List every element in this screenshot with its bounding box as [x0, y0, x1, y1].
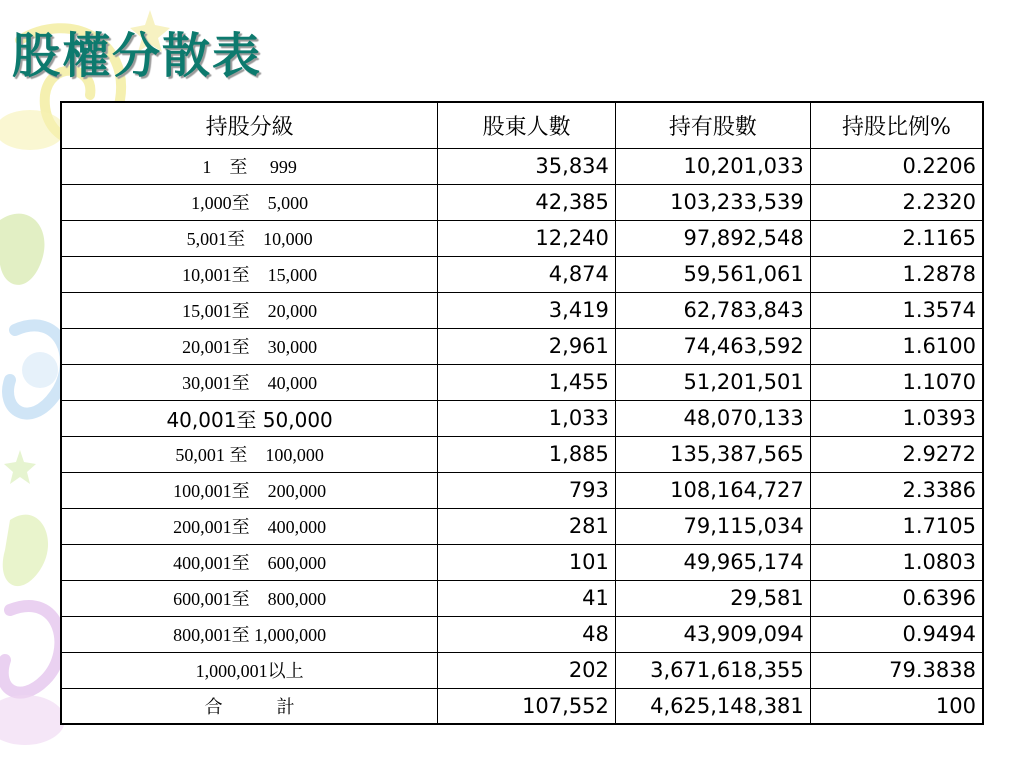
range-cell: 15,001至 20,000: [61, 292, 438, 328]
shares-cell: 3,671,618,355: [615, 652, 810, 688]
range-cell: 400,001至 600,000: [61, 544, 438, 580]
holders-cell: 42,385: [438, 184, 616, 220]
header-holder-count: 股東人數: [438, 102, 616, 148]
shareholding-distribution-table: [60, 101, 984, 725]
shares-cell: 10,201,033: [615, 148, 810, 184]
pink-blob-shape: [0, 695, 65, 745]
range-cell: 30,001至 40,000: [61, 364, 438, 400]
yellow-blob-shape: [0, 110, 65, 150]
table-row: [61, 508, 983, 544]
holders-cell: 3,419: [438, 292, 616, 328]
holders-cell: 48: [438, 616, 616, 652]
holders-cell: 101: [438, 544, 616, 580]
ratio-cell: 1.0393: [810, 400, 983, 436]
ratio-cell: 2.1165: [810, 220, 983, 256]
ratio-cell: 1.0803: [810, 544, 983, 580]
shares-cell: 43,909,094: [615, 616, 810, 652]
ratio-cell: 1.3574: [810, 292, 983, 328]
table-row: [61, 220, 983, 256]
range-cell: 5,001至 10,000: [61, 220, 438, 256]
leaf-green-shape: [0, 214, 44, 285]
shares-cell: 108,164,727: [615, 472, 810, 508]
shares-cell: 135,387,565: [615, 436, 810, 472]
total-ratio-cell: 100: [810, 688, 983, 724]
table-row: [61, 364, 983, 400]
ratio-cell: 2.2320: [810, 184, 983, 220]
range-cell: 800,001至 1,000,000: [61, 616, 438, 652]
blue-circle-shape: [22, 352, 58, 388]
ratio-cell: 1.6100: [810, 328, 983, 364]
shares-cell: 62,783,843: [615, 292, 810, 328]
total-row: [61, 688, 983, 724]
ratio-cell: 79.3838: [810, 652, 983, 688]
star-accent-shape-2: [4, 450, 36, 484]
shares-cell: 51,201,501: [615, 364, 810, 400]
total-holders-cell: 107,552: [438, 688, 616, 724]
header-holding-ratio: 持股比例%: [810, 102, 983, 148]
range-cell: 200,001至 400,000: [61, 508, 438, 544]
holders-cell: 1,885: [438, 436, 616, 472]
table-header-row: [61, 102, 983, 148]
ratio-cell: 1.1070: [810, 364, 983, 400]
table-row: [61, 616, 983, 652]
table-row: [61, 148, 983, 184]
shares-cell: 74,463,592: [615, 328, 810, 364]
shares-cell: 103,233,539: [615, 184, 810, 220]
holders-cell: 12,240: [438, 220, 616, 256]
leaf-green-shape-2: [3, 515, 48, 586]
shares-cell: 79,115,034: [615, 508, 810, 544]
table-row: [61, 256, 983, 292]
holders-cell: 281: [438, 508, 616, 544]
ratio-cell: 1.7105: [810, 508, 983, 544]
holders-cell: 35,834: [438, 148, 616, 184]
ratio-cell: 2.3386: [810, 472, 983, 508]
page-title: 股權分散表: [12, 28, 263, 84]
shares-cell: 59,561,061: [615, 256, 810, 292]
range-cell: 1,000,001以上: [61, 652, 438, 688]
range-cell: 600,001至 800,000: [61, 580, 438, 616]
ratio-cell: 0.9494: [810, 616, 983, 652]
shares-cell: 49,965,174: [615, 544, 810, 580]
range-cell: 50,001 至 100,000: [61, 436, 438, 472]
holders-cell: 793: [438, 472, 616, 508]
holders-cell: 1,033: [438, 400, 616, 436]
range-cell: 10,001至 15,000: [61, 256, 438, 292]
range-cell: 20,001至 30,000: [61, 328, 438, 364]
holders-cell: 2,961: [438, 328, 616, 364]
table-row: [61, 400, 983, 436]
swirl-pink-shape: [3, 606, 61, 693]
range-cell: 40,001至 50,000: [61, 400, 438, 436]
table-row: [61, 580, 983, 616]
holders-cell: 4,874: [438, 256, 616, 292]
shares-cell: 48,070,133: [615, 400, 810, 436]
table-row: [61, 436, 983, 472]
table-row: [61, 544, 983, 580]
table-row: [61, 184, 983, 220]
table-row: [61, 652, 983, 688]
ratio-cell: 1.2878: [810, 256, 983, 292]
range-cell: 1 至 999: [61, 148, 438, 184]
total-shares-cell: 4,625,148,381: [615, 688, 810, 724]
shares-cell: 29,581: [615, 580, 810, 616]
range-cell: 1,000至 5,000: [61, 184, 438, 220]
shares-cell: 97,892,548: [615, 220, 810, 256]
holders-cell: 1,455: [438, 364, 616, 400]
ratio-cell: 0.2206: [810, 148, 983, 184]
total-label-cell: 合 計: [61, 688, 438, 724]
header-share-range: 持股分級: [61, 102, 438, 148]
table-row: [61, 292, 983, 328]
table-row: [61, 472, 983, 508]
ratio-cell: 0.6396: [810, 580, 983, 616]
ratio-cell: 2.9272: [810, 436, 983, 472]
header-shares-held: 持有股數: [615, 102, 810, 148]
table-row: [61, 328, 983, 364]
holders-cell: 41: [438, 580, 616, 616]
range-cell: 100,001至 200,000: [61, 472, 438, 508]
holders-cell: 202: [438, 652, 616, 688]
